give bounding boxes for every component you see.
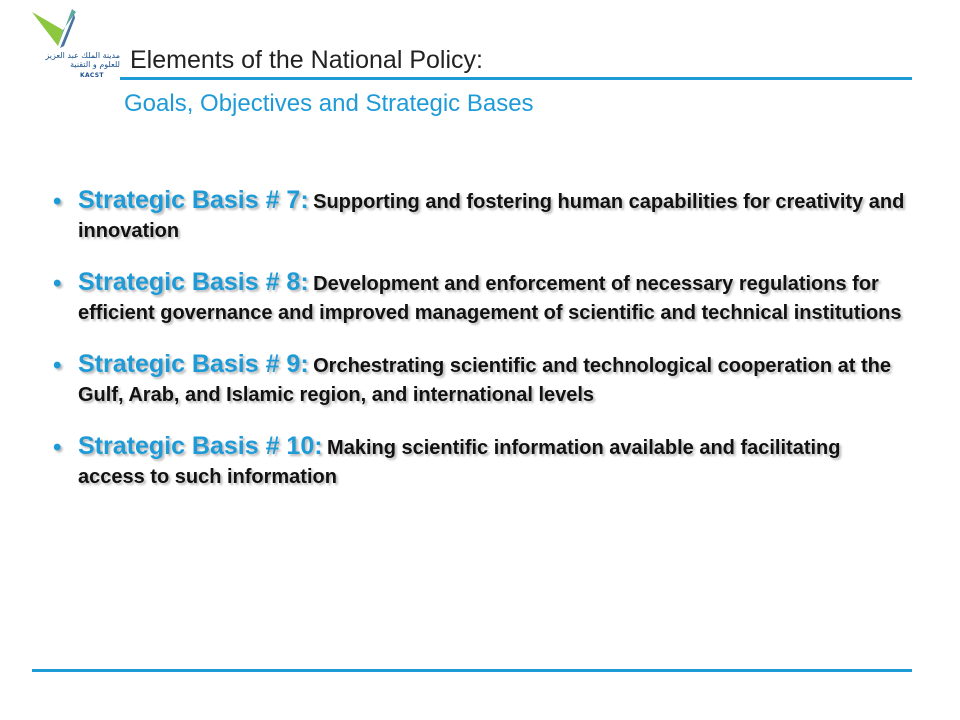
bullet-text: Making scientific information available and facilitating access to such information [78,437,841,488]
bullet-label: Strategic Basis # 7: [78,186,309,214]
bullet-item-basis-8 [53,268,908,328]
footer-divider [32,669,912,672]
bullet-dot-icon: • [53,434,62,461]
logo-abbrev: KACST [80,72,104,79]
bullet-text: Supporting and fostering human capabilities for creativity and innovation [78,191,905,242]
bullet-text: Development and enforcement of necessary regulations for efficient governance and improved management of scientific and technical institutions [78,273,902,324]
bullet-item-basis-9 [53,350,908,410]
bullet-label: Strategic Basis # 8: [78,268,309,296]
bullet-item-basis-10 [53,432,908,492]
page-subtitle: Goals, Objectives and Strategic Bases [124,90,534,117]
bullet-item-basis-7 [53,186,908,246]
bullet-label: Strategic Basis # 10: [78,432,323,460]
logo-arabic-line2: للعلوم و التقنية [70,60,120,69]
bullet-text: Orchestrating scientific and technological cooperation at the Gulf, Arab, and Islamic region, and international levels [78,355,892,406]
bullet-dot-icon: • [53,270,62,297]
title-divider [120,77,912,80]
page-title: Elements of the National Policy: [130,46,483,74]
logo-arabic-text [44,51,120,69]
logo-chevron-icon [28,6,128,56]
kacst-logo [28,6,128,80]
bullet-label: Strategic Basis # 9: [78,350,309,378]
bullet-list [53,186,908,514]
bullet-dot-icon: • [53,352,62,379]
logo-arabic-line1: مدينة الملك عبد العزيز [45,51,120,60]
bullet-dot-icon: • [53,188,62,215]
